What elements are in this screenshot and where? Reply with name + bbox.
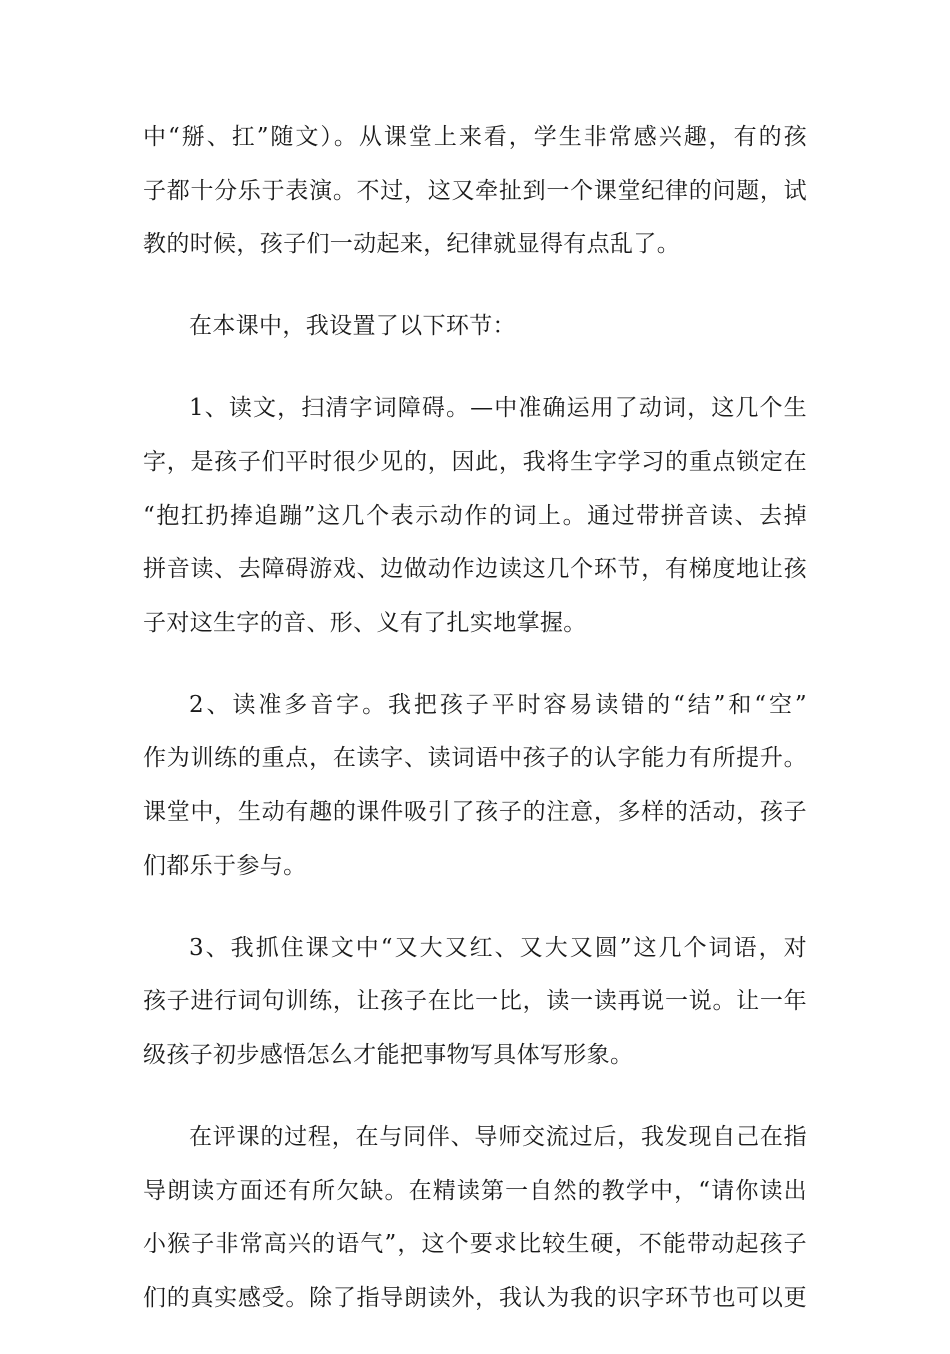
text-line: 小猴子非常高兴的语气”，这个要求比较生硬，不能带动起孩子	[143, 1231, 807, 1258]
paragraph-1	[143, 111, 807, 272]
text-line: 子对这生字的音、形、义有了扎实地掌握。	[143, 609, 587, 636]
text-line: 子都十分乐于表演。不过，这又牵扯到一个课堂纪律的问题，试	[143, 177, 807, 204]
paragraph-4	[143, 679, 807, 893]
text-line: 字，是孩子们平时很少见的，因此，我将生字学习的重点锁定在	[143, 448, 807, 475]
text-line: 们的真实感受。除了指导朗读外，我认为我的识字环节也可以更	[143, 1284, 807, 1311]
text-line: 孩子进行词句训练，让孩子在比一比，读一读再说一说。让一年	[143, 988, 807, 1015]
text-line: 课堂中，生动有趣的课件吸引了孩子的注意，多样的活动，孩子	[143, 799, 807, 826]
text-line: “抱扛扔捧追蹦”这几个表示动作的词上。通过带拼音读、去掉	[143, 502, 807, 529]
paragraph-5	[143, 922, 807, 1083]
text-line: 3、我抓住课文中“又大又红、又大又圆”这几个词语，对	[189, 934, 807, 961]
text-line: 2、读准多音字。我把孩子平时容易读错的“结”和“空”	[189, 691, 807, 718]
document-body	[143, 111, 807, 1354]
text-line: 教的时候，孩子们一动起来，纪律就显得有点乱了。	[143, 231, 681, 258]
text-line: 1、读文，扫清字词障碍。—中准确运用了动词，这几个生	[189, 395, 807, 422]
paragraph-3	[143, 382, 807, 650]
text-line: 导朗读方面还有所欠缺。在精读第一自然的教学中，“请你读出	[143, 1177, 807, 1204]
text-line: 中“掰、扛”随文）。从课堂上来看，学生非常感兴趣，有的孩	[143, 124, 807, 150]
text-line: 们都乐于参与。	[143, 852, 307, 879]
paragraph-2	[143, 300, 807, 354]
text-line: 在本课中，我设置了以下环节：	[189, 313, 516, 340]
text-line: 在评课的过程，在与同伴、导师交流过后，我发现自己在指	[189, 1124, 807, 1150]
text-line: 作为训练的重点，在读字、读词语中孩子的认字能力有所提升。	[143, 745, 807, 772]
paragraph-6	[143, 1111, 807, 1325]
text-line: 拼音读、去障碍游戏、边做动作边读这几个环节，有梯度地让孩	[143, 556, 807, 583]
text-line: 级孩子初步感悟怎么才能把事物写具体写形象。	[143, 1041, 634, 1068]
